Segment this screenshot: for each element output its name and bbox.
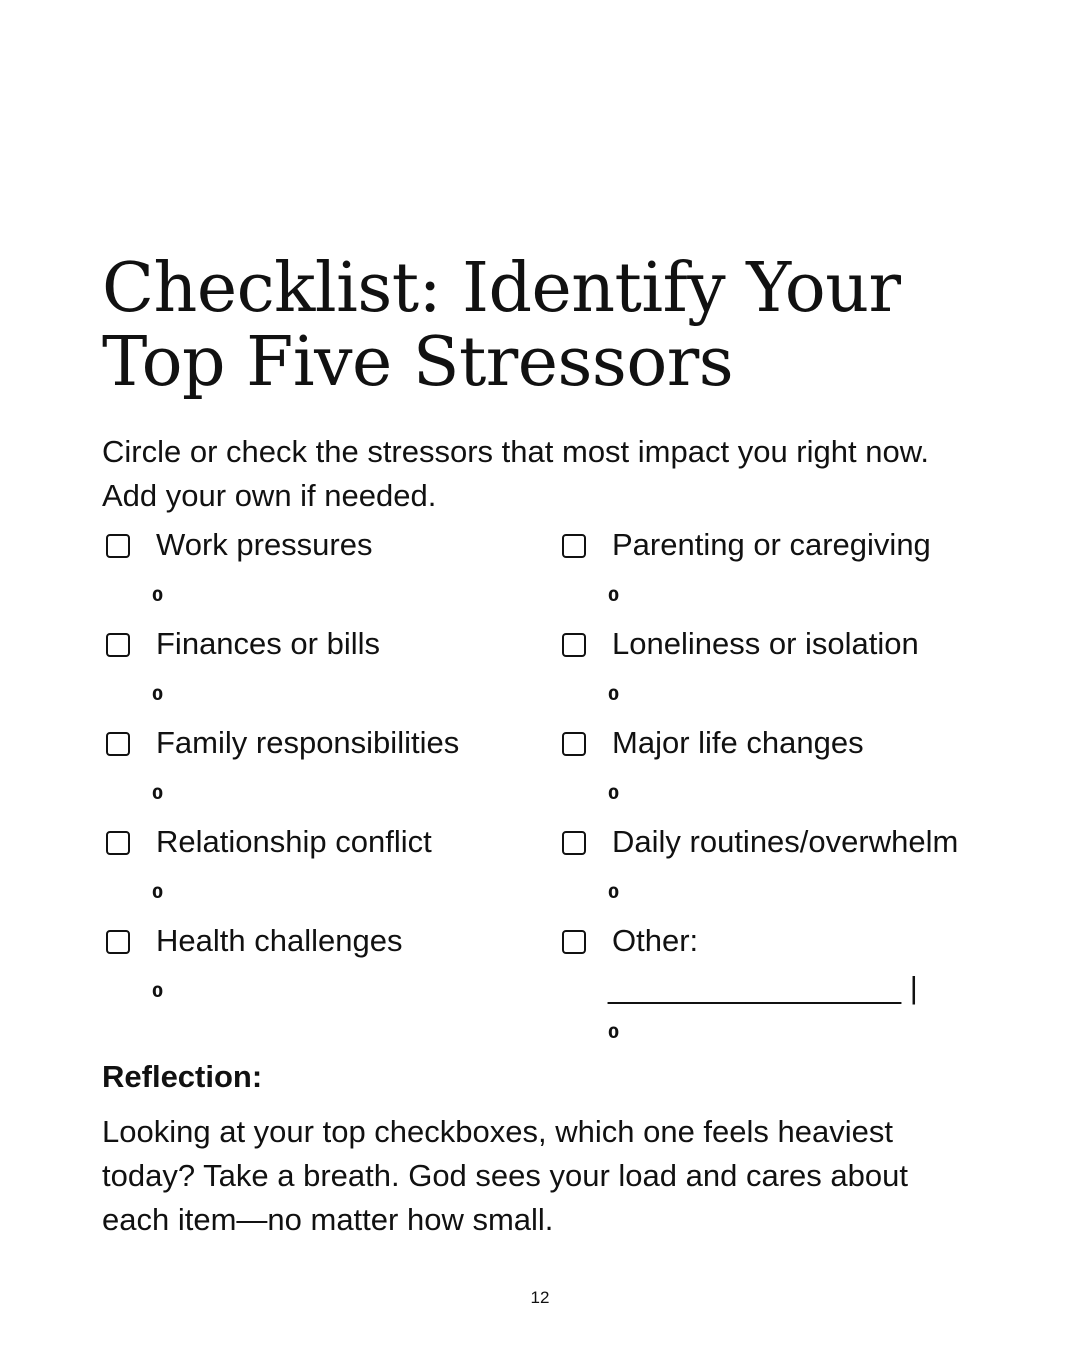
- reflection-line-3: each item—no matter how small.: [102, 1202, 554, 1237]
- list-marker: 0: [152, 586, 164, 605]
- checklist-item-label: Parenting or caregiving: [612, 527, 931, 562]
- reflection-line-2: today? Take a breath. God sees your load and cares about: [102, 1158, 908, 1193]
- checklist-item-label: Other:: [612, 923, 699, 958]
- intro-line-2: Add your own if needed.: [102, 478, 437, 513]
- list-marker: 0: [608, 784, 620, 803]
- list-marker: 0: [608, 685, 620, 704]
- checklist-item-label: Major life changes: [612, 725, 864, 760]
- intro-text: [102, 430, 1002, 518]
- title-line-2: Top Five Stressors: [102, 323, 734, 402]
- checkbox[interactable]: [106, 930, 130, 954]
- checkbox[interactable]: [562, 534, 586, 558]
- list-marker: 0: [608, 1023, 620, 1042]
- other-fill-in-blank[interactable]: _________________ |: [608, 970, 918, 1005]
- reflection-line-1: Looking at your top checkboxes, which one feels heaviest: [102, 1114, 893, 1149]
- checkbox[interactable]: [106, 633, 130, 657]
- list-marker: 0: [608, 586, 620, 605]
- checklist-item-label: Health challenges: [156, 923, 403, 958]
- checkbox[interactable]: [562, 732, 586, 756]
- checklist-item-label: Finances or bills: [156, 626, 380, 661]
- page-title: [102, 249, 1002, 402]
- checkbox[interactable]: [562, 930, 586, 954]
- intro-line-1: Circle or check the stressors that most impact you right now.: [102, 434, 929, 469]
- list-marker: 0: [608, 883, 620, 902]
- list-marker: 0: [152, 784, 164, 803]
- list-marker: 0: [152, 883, 164, 902]
- checklist-item-label: Loneliness or isolation: [612, 626, 919, 661]
- title-line-1: Checklist: Identify Your: [102, 249, 901, 328]
- checkbox[interactable]: [106, 831, 130, 855]
- checklist-item-label: Daily routines/overwhelm: [612, 824, 959, 859]
- checklist-item-label: Work pressures: [156, 527, 373, 562]
- page-number: 12: [530, 1288, 550, 1307]
- checklist-item-label: Family responsibilities: [156, 725, 460, 760]
- checkbox[interactable]: [106, 534, 130, 558]
- checklist-item-label: Relationship conflict: [156, 824, 432, 859]
- checkbox[interactable]: [106, 732, 130, 756]
- reflection-text: [102, 1110, 982, 1242]
- list-marker: 0: [152, 982, 164, 1001]
- checkbox[interactable]: [562, 831, 586, 855]
- list-marker: 0: [152, 685, 164, 704]
- checkbox[interactable]: [562, 633, 586, 657]
- reflection-heading: Reflection:: [102, 1059, 263, 1094]
